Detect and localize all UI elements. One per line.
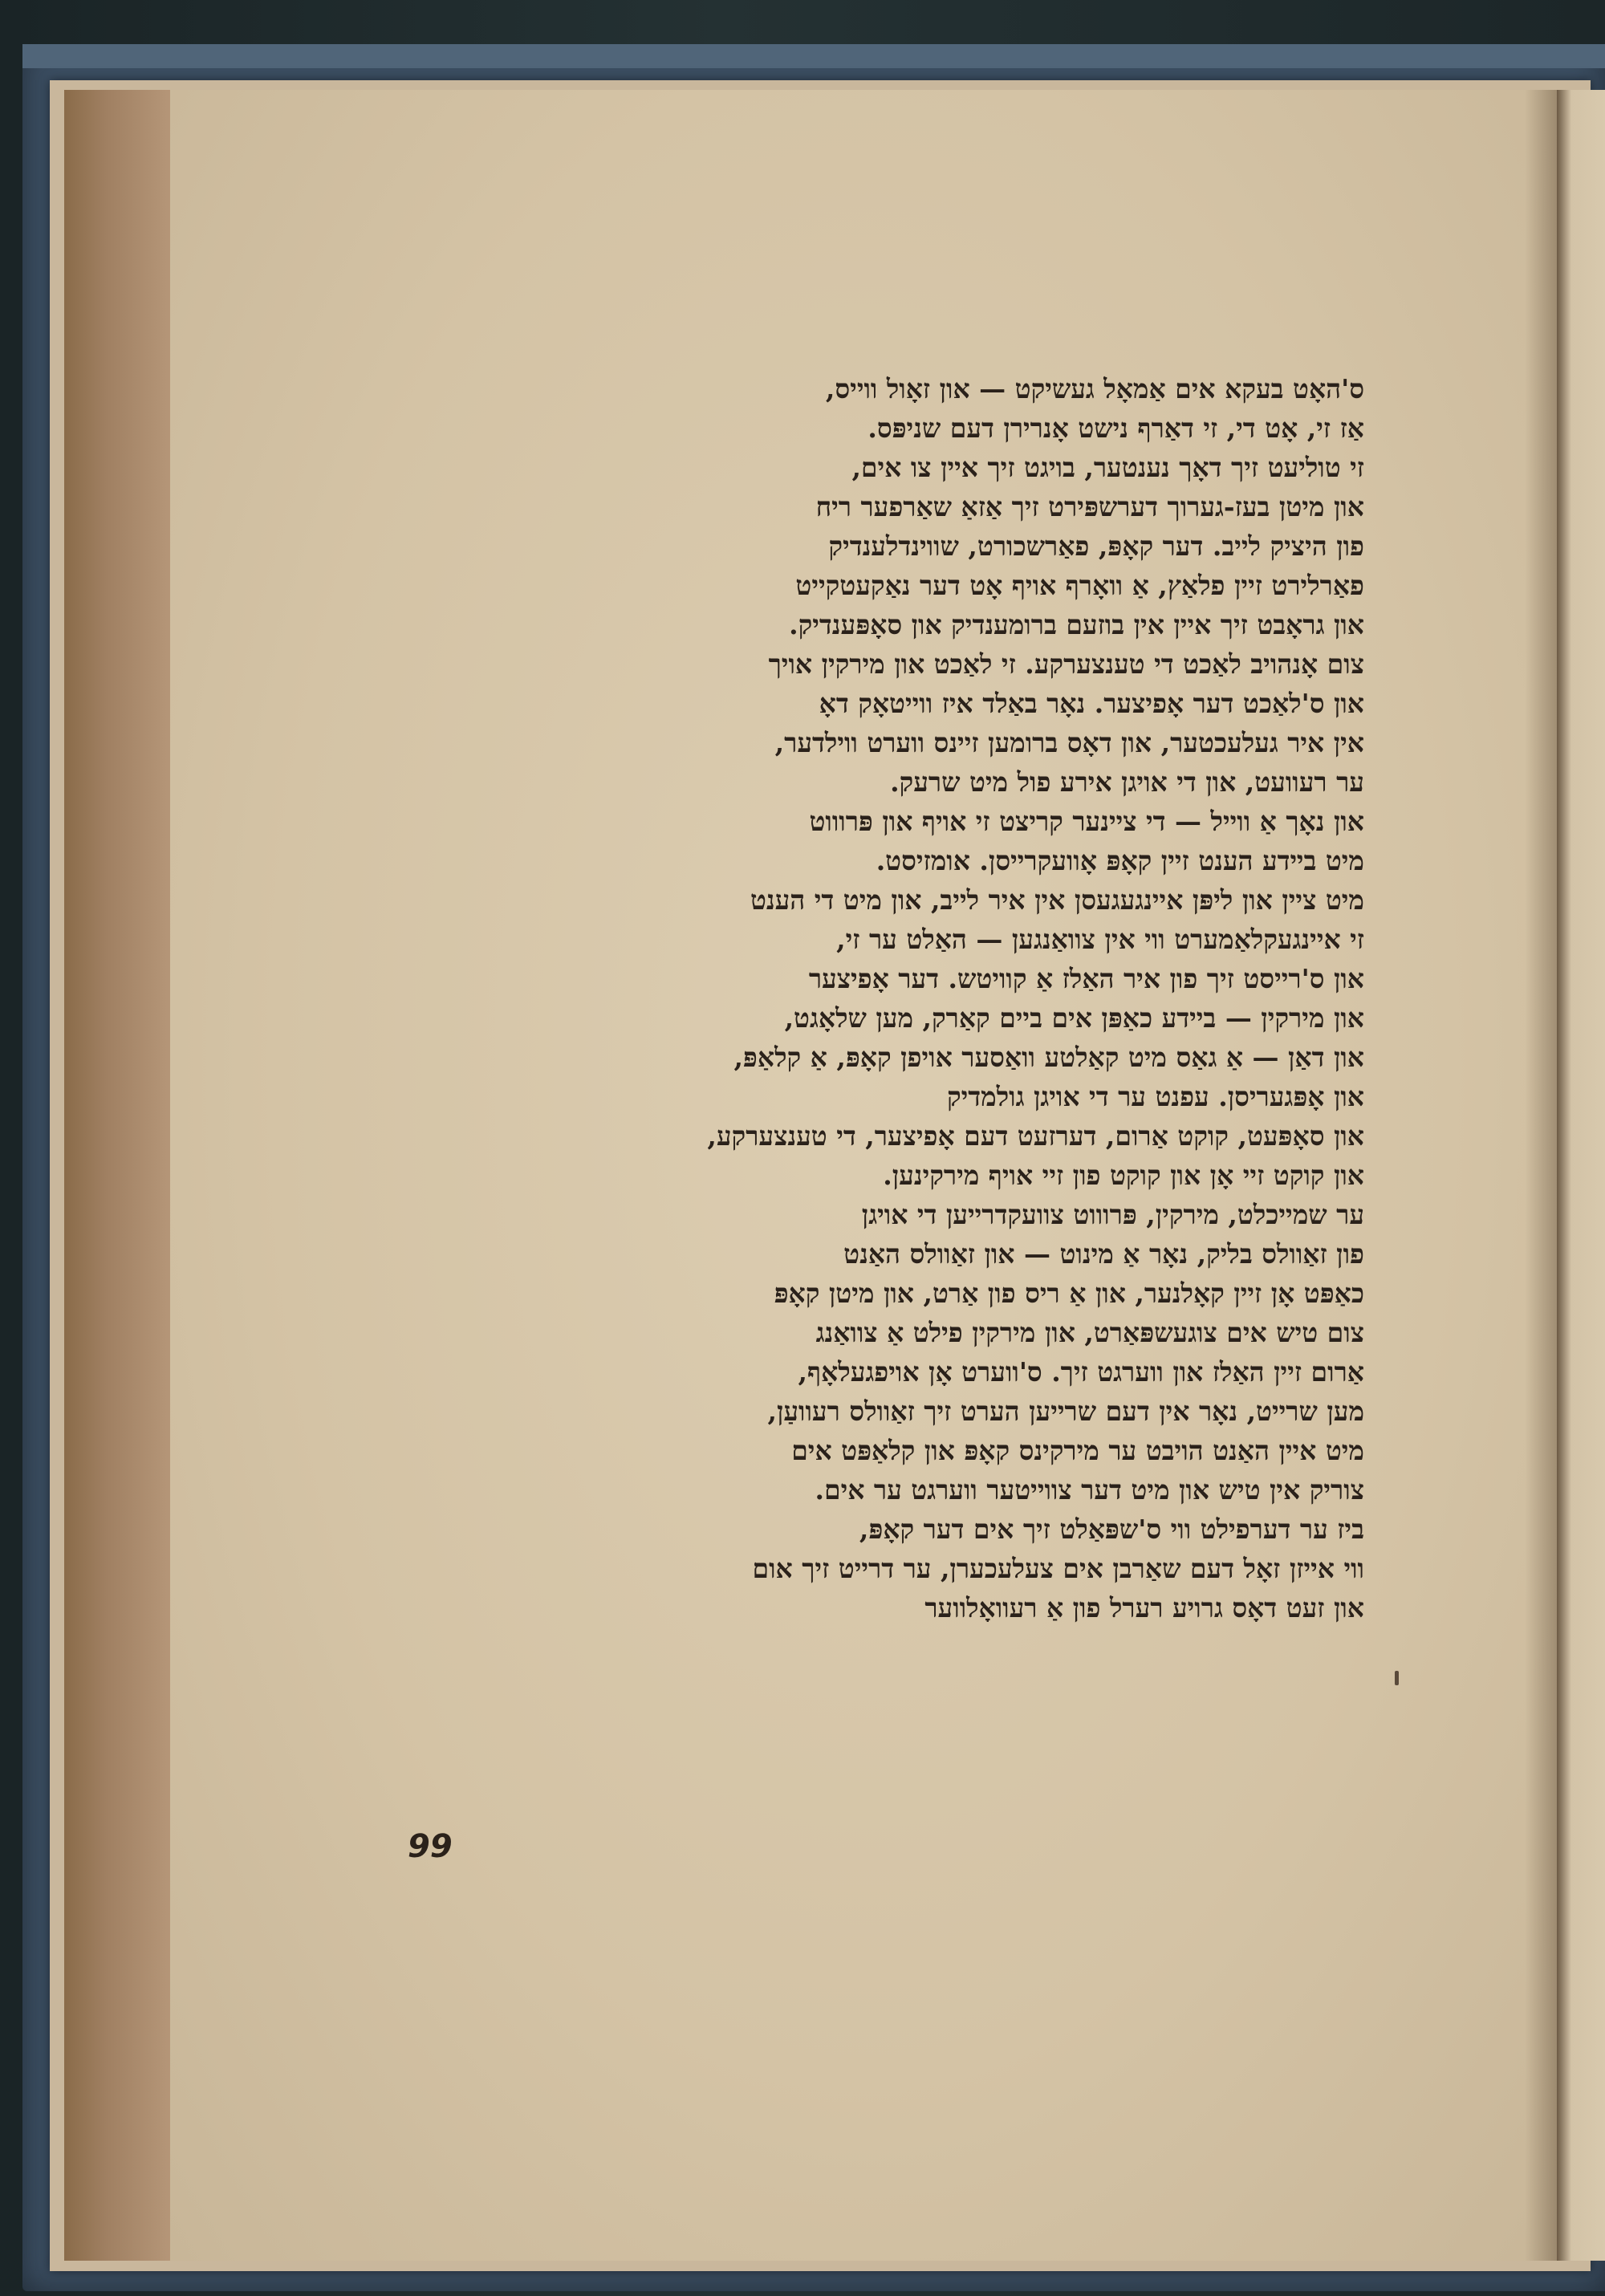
- text-line: צום אָנהויב לאַכט די טענצערקע. זי לאַכט און מירקין אויך: [768, 648, 1364, 680]
- book-cover-edge: [22, 44, 1605, 68]
- text-line: מען שרייט, נאָר אין דעם שרייען הערט זיך זאַוולס רעוועַן,: [767, 1396, 1364, 1427]
- text-line: כאַפּט אָן זיין קאָלנער, און אַ ריס פון אַרט, און מיטן קאָפּ: [774, 1278, 1364, 1309]
- text-line: פון היציק לייב. דער קאָפּ, פאַרשכורט, שווינדלענדיק: [828, 530, 1364, 562]
- text-line: און ס'רייסט זיך פון איר האַלז אַ קוויטש. דער אָפיצער: [808, 963, 1364, 994]
- text-line: זי איינגעקלאַמערט ווי אין צוואַנגען — האַלט ער זי,: [836, 924, 1364, 955]
- facing-page-edge: [1557, 90, 1605, 2261]
- text-line: ער שמייכלט, מירקין, פּרוווט צוועקדרייען די אויגן: [861, 1199, 1364, 1230]
- text-line: ווי אייזן זאָל דעם שאַרבן אים צעלעכערן, ער דרייט זיך אום: [752, 1553, 1364, 1584]
- text-line: צום טיש אים צוגעשפּאַרט, און מירקין פילט אַ צוואַנג: [815, 1317, 1364, 1348]
- text-line: אַז זי, אָט די, זי דאַרף נישט אָנרירן דעם שניפּס.: [868, 412, 1364, 444]
- text-line: און קוקט זיי אָן און קוקט פון זיי אויף מירקינען.: [883, 1160, 1364, 1191]
- text-line: זי טוליעט זיך דאָך נענטער, בויגט זיך איין צו אים,: [851, 452, 1364, 483]
- text-line: און ס'לאַכט דער אָפיצער. נאָר באַלד איז ווייטאָק דאָ: [819, 688, 1364, 719]
- text-line: מיט בײדע הענט זיין קאָפּ אָוועקרייסן. אומזיסט.: [876, 845, 1364, 876]
- text-line: מיט ציין און ליפּן איינגעגעסן אין איר לייב, און מיט די הענט: [750, 884, 1364, 916]
- page-binding-shadow: [1525, 90, 1557, 2261]
- text-line: און דאַן — אַ גאַס מיט קאַלטע וואַסער אויפן קאָפּ, אַ קלאַפּ,: [733, 1042, 1364, 1073]
- text-line: און גראָבט זיך איין אין בוזעם ברומענדיק און סאָפּענדיק.: [789, 609, 1364, 640]
- page-number: 99: [408, 1828, 453, 1865]
- text-line: אַרום זיין האַלז און ווערגט זיך. ס'ווערט אָן אויפגעלאָף,: [798, 1356, 1364, 1388]
- poem-text: [473, 369, 1364, 1628]
- text-line: מיט איין האַנט הויבט ער מירקינס קאָפּ און קלאַפּט אים: [791, 1435, 1364, 1466]
- text-line: און נאָך אַ ווייל — די ציינער קריצט זי אויף און פּרוווט: [809, 806, 1364, 837]
- text-line: פון זאַוולס בליק, נאָר אַ מינוט — און זאַוולס האַנט: [843, 1238, 1364, 1270]
- text-line: ביז ער דערפילט ווי ס'שפּאַלט זיך אים דער קאָפּ,: [859, 1514, 1364, 1545]
- text-line: צוריק אין טיש און מיט דער צווייטער ווערגט ער אים.: [815, 1474, 1364, 1506]
- text-line: און אָפּגעריסן. עפנט ער די אויגן גולמדיק: [946, 1081, 1364, 1112]
- text-line: אין איר געלעכטער, און דאָס ברומען זיינס ווערט ווילדער,: [774, 727, 1364, 758]
- text-line: און מירקין — ביידע כאַפּן אים ביים קאַרק, מען שלאָגט,: [784, 1002, 1364, 1034]
- ink-spot: [1395, 1671, 1399, 1685]
- text-line: ס'האָט בעקא אים אַמאָל געשיקט — און זאָול ווייס,: [825, 373, 1364, 404]
- text-line: און מיטן בעז-גערוך דערשפּירט זיך אַזאַ שאַרפער ריח: [815, 491, 1364, 522]
- text-line: פאַרלירט זיין פלאַץ, אַ וואָרף אויף אָט דער נאַקעטקייט: [795, 570, 1364, 601]
- text-line: ער רעוועט, און די אויגן אירע פול מיט שרעק.: [890, 766, 1364, 798]
- page-gutter: [64, 90, 170, 2261]
- text-line: און זעט דאָס גרויע רערל פון אַ רעוואָלווער: [924, 1592, 1364, 1623]
- text-line: און סאָפּעט, קוקט אַרום, דערזעט דעם אָפיצער, די טענצערקע,: [707, 1120, 1364, 1152]
